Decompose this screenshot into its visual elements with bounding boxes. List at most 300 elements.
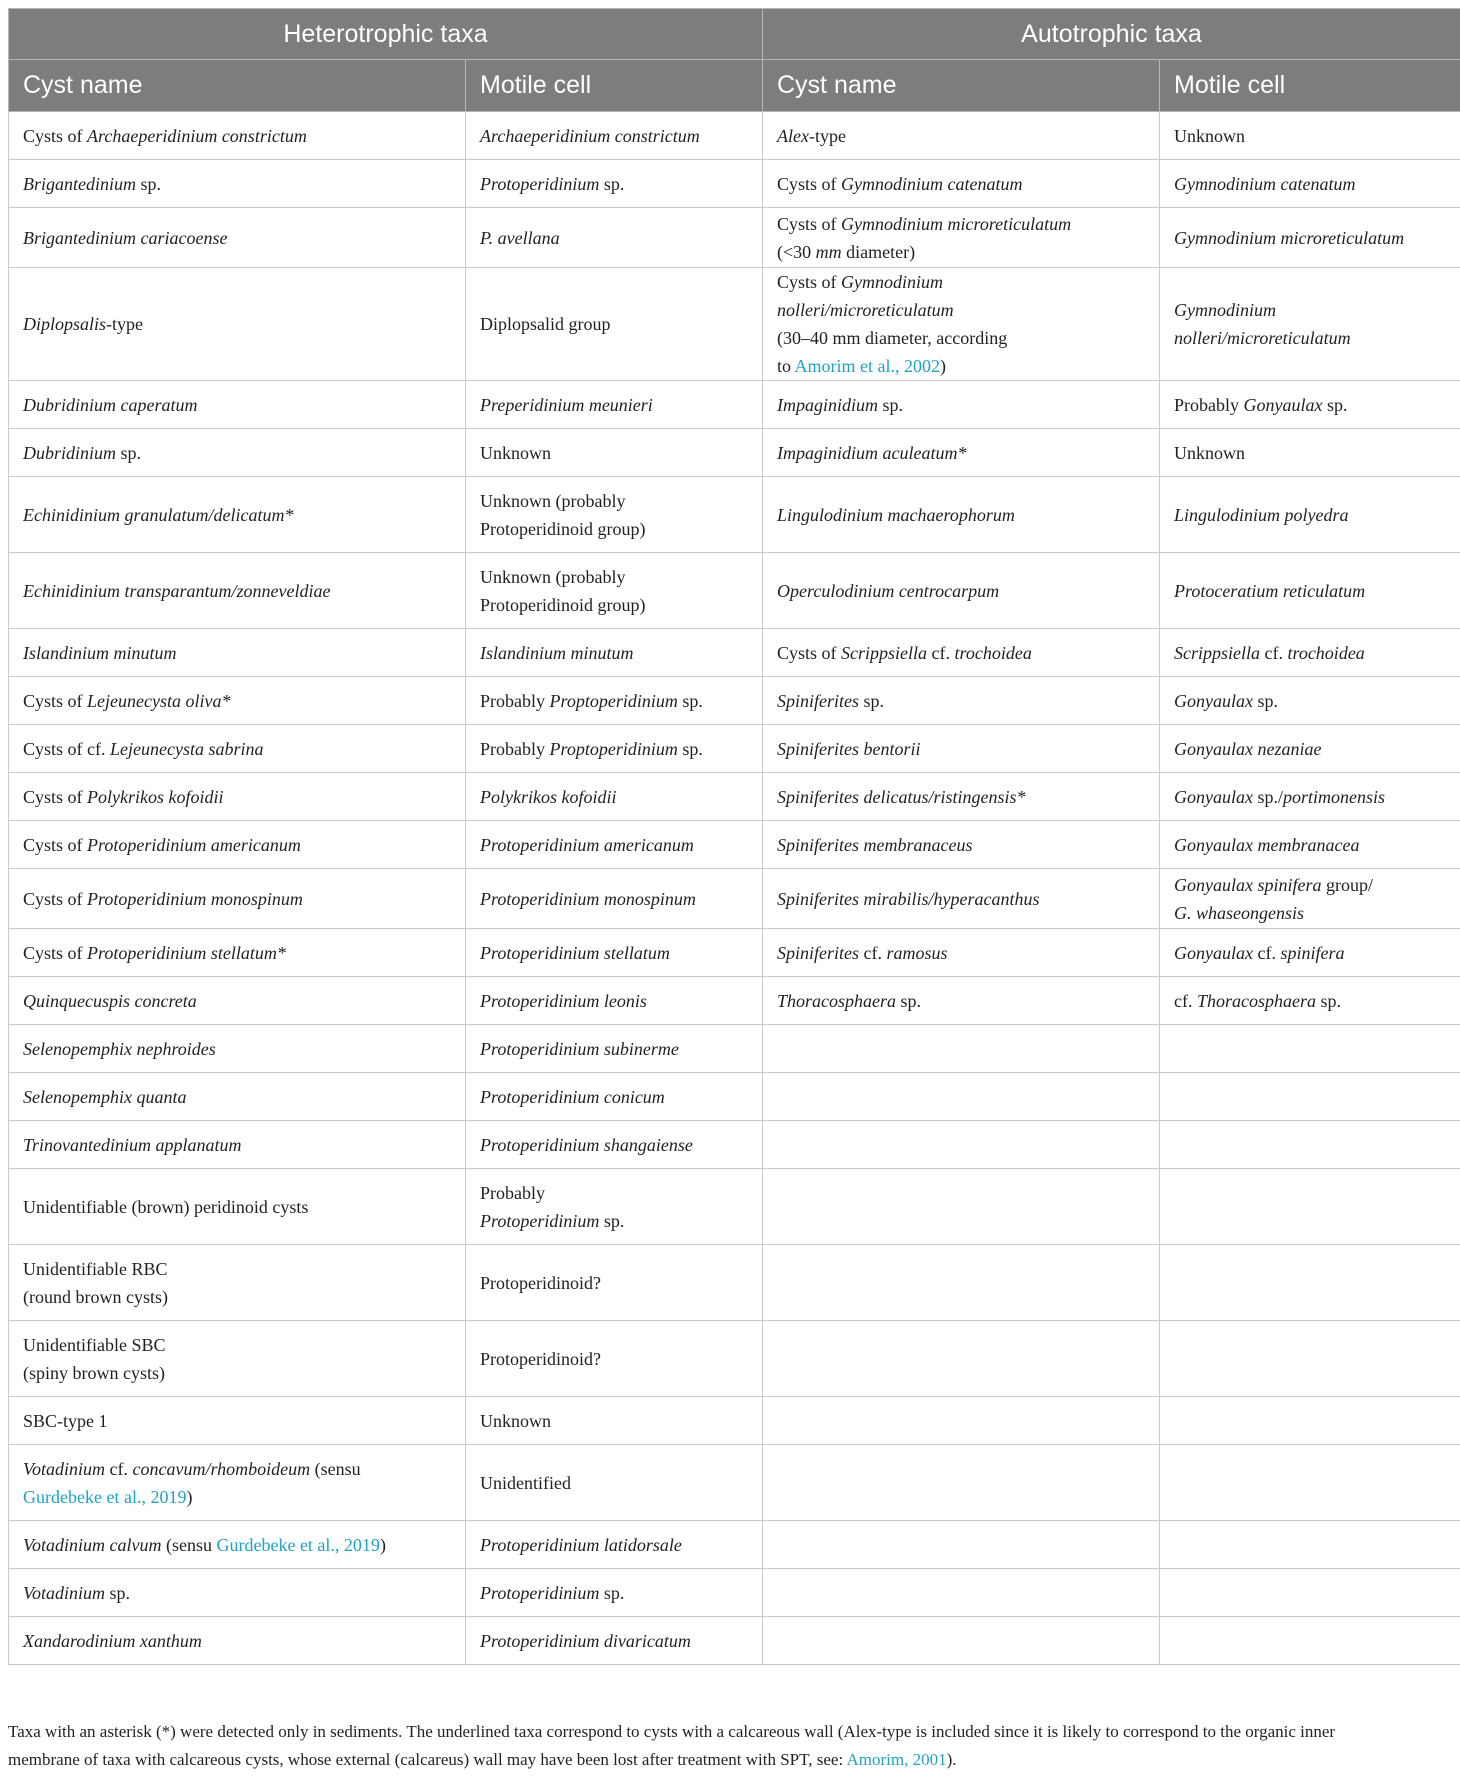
cell-text: Cysts of cf. — [23, 738, 110, 759]
cell-text: trochoidea — [954, 642, 1032, 663]
cell-text: P. avellana — [480, 227, 560, 248]
cell-text: cf. — [105, 1458, 133, 1479]
het-motile-cell-cell — [466, 1397, 763, 1445]
auto-motile-cell-cell — [1160, 1025, 1460, 1073]
citation-link[interactable]: Gurdebeke et al., 2019 — [216, 1534, 380, 1555]
het-cyst-name-cell — [9, 977, 466, 1025]
cell-text: Cysts of — [23, 690, 88, 711]
cell-text: Thoracosphaera — [1196, 990, 1316, 1011]
cell-text: Unknown (probably — [480, 490, 626, 511]
table-row — [9, 869, 1460, 929]
table-row — [9, 629, 1460, 677]
cell-text: ramosus — [886, 942, 948, 963]
het-cyst-name-cell — [9, 1245, 466, 1321]
table-row — [9, 429, 1460, 477]
cell-text: ) — [186, 1486, 193, 1507]
auto-motile-cell-cell — [1160, 773, 1460, 821]
cell-text: Protoperidinium stellatum — [480, 942, 670, 963]
het-cyst-name-cell — [9, 112, 466, 160]
het-motile-cell-cell — [466, 1321, 763, 1397]
auto-cyst-name-cell — [763, 477, 1160, 553]
cell-text: Quinquecuspis concreta — [23, 990, 197, 1011]
auto-motile-cell-cell — [1160, 1569, 1460, 1617]
cell-text: trochoidea — [1287, 642, 1365, 663]
cell-text: Spiniferites — [777, 942, 859, 963]
het-motile-cell-cell — [466, 1569, 763, 1617]
cell-text: Impaginidium — [777, 394, 878, 415]
cell-text: group/ — [1321, 874, 1373, 895]
auto-motile-cell-cell — [1160, 268, 1460, 381]
cell-text: (round brown cysts) — [23, 1286, 168, 1307]
cell-text: Unknown — [480, 442, 551, 463]
cell-text: Thoracosphaera — [777, 990, 897, 1011]
table-row — [9, 553, 1460, 629]
cell-text: Gonyaulax nezaniae — [1174, 738, 1322, 759]
cell-text: Unidentifiable RBC — [23, 1258, 168, 1279]
het-cyst-name-cell — [9, 381, 466, 429]
auto-cyst-name-cell — [763, 929, 1160, 977]
cell-text: Votadinium — [23, 1582, 106, 1603]
het-motile-cell-cell — [466, 1169, 763, 1245]
auto-motile-cell-cell — [1160, 869, 1460, 929]
table-row — [9, 977, 1460, 1025]
cell-text: Spiniferites membranaceus — [777, 834, 973, 855]
cell-text: Votadinium calvum — [23, 1534, 162, 1555]
auto-cyst-name-cell — [763, 1073, 1160, 1121]
het-motile-cell-cell — [466, 1245, 763, 1321]
het-cyst-name-cell — [9, 268, 466, 381]
cell-text: Spiniferites mirabilis/hyperacanthus — [777, 888, 1040, 909]
auto-cyst-name-cell — [763, 268, 1160, 381]
het-cyst-name-cell — [9, 1121, 466, 1169]
cell-text: Cysts of — [23, 786, 88, 807]
cell-text: Unknown — [1174, 442, 1245, 463]
cell-text: sp./ — [1252, 786, 1283, 807]
cell-text: Selenopemphix nephroides — [23, 1038, 216, 1059]
cell-text: (sensu — [310, 1458, 361, 1479]
cell-text: Probably — [480, 690, 550, 711]
cell-text: Brigantedinium — [23, 173, 136, 194]
cell-text: Proptoperidinium — [549, 690, 678, 711]
auto-cyst-name-cell — [763, 1169, 1160, 1245]
cell-text: G. whaseongensis — [1174, 902, 1304, 923]
table-row — [9, 1521, 1460, 1569]
het-cyst-name-cell — [9, 429, 466, 477]
column-header-motile-cell: Motile cell — [466, 60, 763, 112]
table-row — [9, 1397, 1460, 1445]
cell-text: Gymnodinium — [1174, 300, 1276, 320]
auto-motile-cell-cell — [1160, 1169, 1460, 1245]
cell-text: SBC-type 1 — [23, 1410, 108, 1431]
het-motile-cell-cell — [466, 1445, 763, 1521]
cell-text: Cysts of — [23, 888, 88, 909]
cell-text: Echinidinium granulatum/delicatum* — [23, 504, 294, 525]
het-motile-cell-cell — [466, 112, 763, 160]
cell-text: Protoceratium reticulatum — [1174, 580, 1366, 601]
cell-text: Probably — [480, 738, 550, 759]
cell-text: Protoperidinium stellatum* — [87, 942, 286, 963]
column-header-cyst-name: Cyst name — [763, 60, 1160, 112]
taxa-table-container — [8, 8, 1460, 1665]
cell-text: Cysts of — [23, 834, 88, 855]
het-cyst-name-cell — [9, 1569, 466, 1617]
het-cyst-name-cell — [9, 1397, 466, 1445]
het-motile-cell-cell — [466, 1617, 763, 1665]
cell-text: sp. — [896, 990, 922, 1011]
cell-text: Preperidinium meunieri — [480, 394, 653, 415]
cell-text: Cysts of — [23, 942, 88, 963]
cell-text: portimonensis — [1283, 786, 1386, 807]
table-row — [9, 929, 1460, 977]
table-row — [9, 1245, 1460, 1321]
cell-text: Proptoperidinium — [549, 738, 678, 759]
cell-text: to — [777, 356, 795, 376]
cell-text: concavum/rhomboideum — [132, 1458, 311, 1479]
cell-text: Gonyaulax — [1243, 394, 1323, 415]
cell-text: cf. — [1252, 942, 1281, 963]
cell-text: sp. — [105, 1582, 131, 1603]
cell-text: Selenopemphix quanta — [23, 1086, 187, 1107]
het-cyst-name-cell — [9, 1521, 466, 1569]
cell-text: Spiniferites delicatus/ristingensis* — [777, 786, 1026, 807]
column-header-row — [9, 60, 1460, 112]
cell-text: Dubridinium caperatum — [23, 394, 198, 415]
cell-text: Gonyaulax — [1174, 786, 1253, 807]
cell-text: Operculodinium centrocarpum — [777, 580, 1000, 601]
het-motile-cell-cell — [466, 477, 763, 553]
auto-motile-cell-cell — [1160, 725, 1460, 773]
auto-motile-cell-cell — [1160, 1617, 1460, 1665]
auto-cyst-name-cell — [763, 1121, 1160, 1169]
auto-cyst-name-cell — [763, 1321, 1160, 1397]
auto-motile-cell-cell — [1160, 160, 1460, 208]
auto-motile-cell-cell — [1160, 821, 1460, 869]
auto-cyst-name-cell — [763, 112, 1160, 160]
cell-text: Gonyaulax — [1174, 690, 1253, 711]
auto-cyst-name-cell — [763, 429, 1160, 477]
cell-text: Protoperidinium monospinum — [480, 888, 696, 909]
table-body — [9, 112, 1460, 1665]
cell-text: Protoperidinium — [480, 1582, 600, 1603]
cell-text: sp. — [677, 690, 703, 711]
taxa-table — [8, 8, 1460, 1665]
het-cyst-name-cell — [9, 1445, 466, 1521]
het-motile-cell-cell — [466, 208, 763, 268]
het-motile-cell-cell — [466, 869, 763, 929]
cell-text: Diplopsalis — [23, 314, 107, 334]
het-motile-cell-cell — [466, 977, 763, 1025]
het-cyst-name-cell — [9, 821, 466, 869]
table-row — [9, 677, 1460, 725]
cell-text: sp. — [677, 738, 703, 759]
cell-text: Gymnodinium microreticulatum — [1174, 227, 1405, 248]
auto-cyst-name-cell — [763, 1521, 1160, 1569]
het-cyst-name-cell — [9, 160, 466, 208]
cell-text: Protoperidinium subinerme — [480, 1038, 679, 1059]
cell-text: Islandinium minutum — [480, 642, 634, 663]
auto-motile-cell-cell — [1160, 112, 1460, 160]
auto-cyst-name-cell — [763, 977, 1160, 1025]
cell-text: cf. — [1174, 990, 1197, 1011]
footnote-text: ). — [946, 1750, 957, 1769]
het-motile-cell-cell — [466, 1025, 763, 1073]
citation-link[interactable]: Amorim et al., 2002 — [794, 356, 940, 376]
cell-text: Gymnodinium — [841, 272, 944, 292]
cell-text: Cysts of — [777, 642, 842, 663]
auto-cyst-name-cell — [763, 160, 1160, 208]
cell-text: Lingulodinium machaerophorum — [777, 504, 1015, 525]
cell-text: Diplopsalid group — [480, 314, 611, 334]
cell-text: Polykrikos kofoidii — [480, 786, 617, 807]
table-row — [9, 1321, 1460, 1397]
cell-text: Gymnodinium catenatum — [841, 173, 1023, 194]
cell-text: Cysts of — [777, 213, 842, 234]
group-header-row — [9, 9, 1460, 60]
cell-text: Protoperidinium — [480, 173, 600, 194]
auto-motile-cell-cell — [1160, 208, 1460, 268]
het-motile-cell-cell — [466, 1521, 763, 1569]
het-cyst-name-cell — [9, 677, 466, 725]
cell-text: (sensu — [161, 1534, 217, 1555]
auto-motile-cell-cell — [1160, 477, 1460, 553]
cell-text: Archaeperidinium constrictum — [480, 125, 700, 146]
table-row — [9, 381, 1460, 429]
cell-text: Protoperidinium leonis — [480, 990, 647, 1011]
cell-text: sp. — [878, 394, 904, 415]
cell-text: sp. — [1252, 690, 1278, 711]
auto-cyst-name-cell — [763, 773, 1160, 821]
cell-text: ) — [940, 356, 946, 376]
cell-text: Protoperidinium americanum — [87, 834, 301, 855]
table-row — [9, 1569, 1460, 1617]
cell-text: Scrippsiella — [841, 642, 928, 663]
het-cyst-name-cell — [9, 629, 466, 677]
het-motile-cell-cell — [466, 160, 763, 208]
cell-text: sp. — [1316, 990, 1342, 1011]
het-motile-cell-cell — [466, 929, 763, 977]
auto-motile-cell-cell — [1160, 1397, 1460, 1445]
cell-text: Protoperidinoid? — [480, 1348, 601, 1369]
cell-text: (<30 — [777, 241, 816, 262]
het-motile-cell-cell — [466, 677, 763, 725]
auto-motile-cell-cell — [1160, 1521, 1460, 1569]
het-motile-cell-cell — [466, 725, 763, 773]
cell-text: Archaeperidinium constrictum — [87, 125, 307, 146]
het-cyst-name-cell — [9, 208, 466, 268]
cell-text: Trinovantedinium applanatum — [23, 1134, 242, 1155]
table-row — [9, 477, 1460, 553]
group-header-autotrophic: Autotrophic taxa — [763, 9, 1460, 60]
column-header-motile-cell: Motile cell — [1160, 60, 1460, 112]
auto-motile-cell-cell — [1160, 977, 1460, 1025]
cell-text: Alex — [777, 125, 809, 146]
auto-motile-cell-cell — [1160, 1321, 1460, 1397]
cell-text: Cysts of — [777, 173, 842, 194]
auto-cyst-name-cell — [763, 208, 1160, 268]
table-footnote — [8, 1718, 1460, 1774]
auto-motile-cell-cell — [1160, 1073, 1460, 1121]
citation-link[interactable]: Amorim, 2001 — [846, 1750, 947, 1769]
auto-motile-cell-cell — [1160, 1445, 1460, 1521]
cell-text: mm — [815, 241, 842, 262]
cell-text: Gonyaulax spinifera — [1174, 874, 1322, 895]
auto-cyst-name-cell — [763, 1025, 1160, 1073]
het-motile-cell-cell — [466, 821, 763, 869]
cell-text: ) — [379, 1534, 386, 1555]
het-motile-cell-cell — [466, 381, 763, 429]
auto-cyst-name-cell — [763, 869, 1160, 929]
cell-text: Protoperidinium americanum — [480, 834, 694, 855]
het-cyst-name-cell — [9, 1321, 466, 1397]
cell-text: cf. — [1260, 642, 1288, 663]
cell-text: Impaginidium aculeatum* — [777, 442, 967, 463]
het-motile-cell-cell — [466, 773, 763, 821]
table-row — [9, 1073, 1460, 1121]
cell-text: Gymnodinium microreticulatum — [841, 213, 1072, 234]
cell-text: Protoperidinium latidorsale — [480, 1534, 682, 1555]
cell-text: Protoperidinium shangaiense — [480, 1134, 693, 1155]
group-header-heterotrophic: Heterotrophic taxa — [9, 9, 763, 60]
cell-text: sp. — [599, 1210, 625, 1231]
table-row — [9, 1169, 1460, 1245]
auto-cyst-name-cell — [763, 1245, 1160, 1321]
cell-text: Cysts of — [777, 272, 842, 292]
cell-text: Protoperidinoid group) — [480, 518, 646, 539]
cell-text: Gonyaulax membranacea — [1174, 834, 1360, 855]
cell-text: sp. — [136, 173, 162, 194]
cell-text: Gonyaulax — [1174, 942, 1253, 963]
cell-text: Unknown — [1174, 125, 1245, 146]
cell-text: Spiniferites bentorii — [777, 738, 921, 759]
cell-text: Unknown — [480, 1410, 551, 1431]
cell-text: Brigantedinium cariacoense — [23, 227, 228, 248]
cell-text: Unidentified — [480, 1472, 571, 1493]
cell-text: Lejeunecysta oliva* — [87, 690, 231, 711]
auto-cyst-name-cell — [763, 725, 1160, 773]
table-row — [9, 1617, 1460, 1665]
citation-link[interactable]: Gurdebeke et al., 2019 — [23, 1486, 187, 1507]
table-row — [9, 725, 1460, 773]
table-row — [9, 208, 1460, 268]
het-motile-cell-cell — [466, 553, 763, 629]
auto-cyst-name-cell — [763, 821, 1160, 869]
cell-text: Polykrikos kofoidii — [87, 786, 224, 807]
cell-text: Protoperidinium divaricatum — [480, 1630, 691, 1651]
cell-text: sp. — [599, 1582, 625, 1603]
cell-text: nolleri/microreticulatum — [777, 300, 954, 320]
cell-text: Votadinium — [23, 1458, 106, 1479]
auto-motile-cell-cell — [1160, 929, 1460, 977]
cell-text: Probably — [1174, 394, 1244, 415]
footnote-line-1: Taxa with an asterisk (*) were detected only in sediments. The underlined taxa correspond to cysts with a calcareous wall (Alex-type is included since it is likely to correspond to the organic inner — [8, 1722, 1336, 1741]
auto-cyst-name-cell — [763, 1397, 1160, 1445]
het-motile-cell-cell — [466, 1121, 763, 1169]
het-motile-cell-cell — [466, 629, 763, 677]
het-cyst-name-cell — [9, 553, 466, 629]
cell-text: Protoperidinoid? — [480, 1272, 601, 1293]
table-row — [9, 112, 1460, 160]
het-cyst-name-cell — [9, 1073, 466, 1121]
auto-motile-cell-cell — [1160, 381, 1460, 429]
cell-text: Dubridinium — [23, 442, 117, 463]
het-cyst-name-cell — [9, 929, 466, 977]
het-motile-cell-cell — [466, 429, 763, 477]
auto-motile-cell-cell — [1160, 629, 1460, 677]
cell-text: Protoperidinium — [480, 1210, 600, 1231]
cell-text: sp. — [116, 442, 142, 463]
column-header-cyst-name: Cyst name — [9, 60, 466, 112]
cell-text: nolleri/microreticulatum — [1174, 328, 1351, 348]
auto-cyst-name-cell — [763, 1569, 1160, 1617]
het-cyst-name-cell — [9, 869, 466, 929]
table-row — [9, 160, 1460, 208]
cell-text: Lejeunecysta sabrina — [110, 738, 264, 759]
cell-text: -type — [106, 314, 143, 334]
cell-text: cf. — [859, 942, 887, 963]
auto-motile-cell-cell — [1160, 1245, 1460, 1321]
cell-text: Echinidinium transparantum/zonneveldiae — [23, 580, 331, 601]
cell-text: Unidentifiable SBC — [23, 1334, 166, 1355]
cell-text: Spiniferites — [777, 690, 859, 711]
cell-text: spinifera — [1280, 942, 1345, 963]
cell-text: Gymnodinium catenatum — [1174, 173, 1356, 194]
table-row — [9, 821, 1460, 869]
auto-cyst-name-cell — [763, 381, 1160, 429]
footnote-line-2 — [8, 1746, 1460, 1774]
footnote-text: membrane of taxa with calcareous cysts, whose external (calcareus) wall may have been lost after treatment with SPT, see: — [8, 1750, 847, 1769]
cell-text: Cysts of — [23, 125, 88, 146]
cell-text: (spiny brown cysts) — [23, 1362, 165, 1383]
auto-motile-cell-cell — [1160, 677, 1460, 725]
het-cyst-name-cell — [9, 1025, 466, 1073]
auto-cyst-name-cell — [763, 629, 1160, 677]
table-row — [9, 1121, 1460, 1169]
auto-cyst-name-cell — [763, 1445, 1160, 1521]
cell-text: diameter) — [841, 241, 916, 262]
het-cyst-name-cell — [9, 1617, 466, 1665]
cell-text: Unidentifiable (brown) peridinoid cysts — [23, 1196, 309, 1217]
cell-text: Protoperidinoid group) — [480, 594, 646, 615]
auto-motile-cell-cell — [1160, 429, 1460, 477]
cell-text: sp. — [1322, 394, 1348, 415]
cell-text: sp. — [859, 690, 885, 711]
cell-text: Xandarodinium xanthum — [23, 1630, 202, 1651]
cell-text: Islandinium minutum — [23, 642, 177, 663]
cell-text: (30–40 mm diameter, according — [777, 328, 1008, 348]
table-row — [9, 1025, 1460, 1073]
auto-cyst-name-cell — [763, 677, 1160, 725]
auto-cyst-name-cell — [763, 553, 1160, 629]
auto-cyst-name-cell — [763, 1617, 1160, 1665]
cell-text: Protoperidinium conicum — [480, 1086, 665, 1107]
cell-text: Lingulodinium polyedra — [1174, 504, 1349, 525]
auto-motile-cell-cell — [1160, 553, 1460, 629]
cell-text: Probably — [480, 1182, 545, 1203]
table-row — [9, 268, 1460, 381]
het-cyst-name-cell — [9, 725, 466, 773]
cell-text: -type — [808, 125, 846, 146]
table-row — [9, 773, 1460, 821]
cell-text: cf. — [927, 642, 955, 663]
het-cyst-name-cell — [9, 1169, 466, 1245]
cell-text: sp. — [599, 173, 625, 194]
auto-motile-cell-cell — [1160, 1121, 1460, 1169]
het-motile-cell-cell — [466, 1073, 763, 1121]
het-cyst-name-cell — [9, 477, 466, 553]
cell-text: Scrippsiella — [1174, 642, 1260, 663]
het-cyst-name-cell — [9, 773, 466, 821]
het-motile-cell-cell — [466, 268, 763, 381]
